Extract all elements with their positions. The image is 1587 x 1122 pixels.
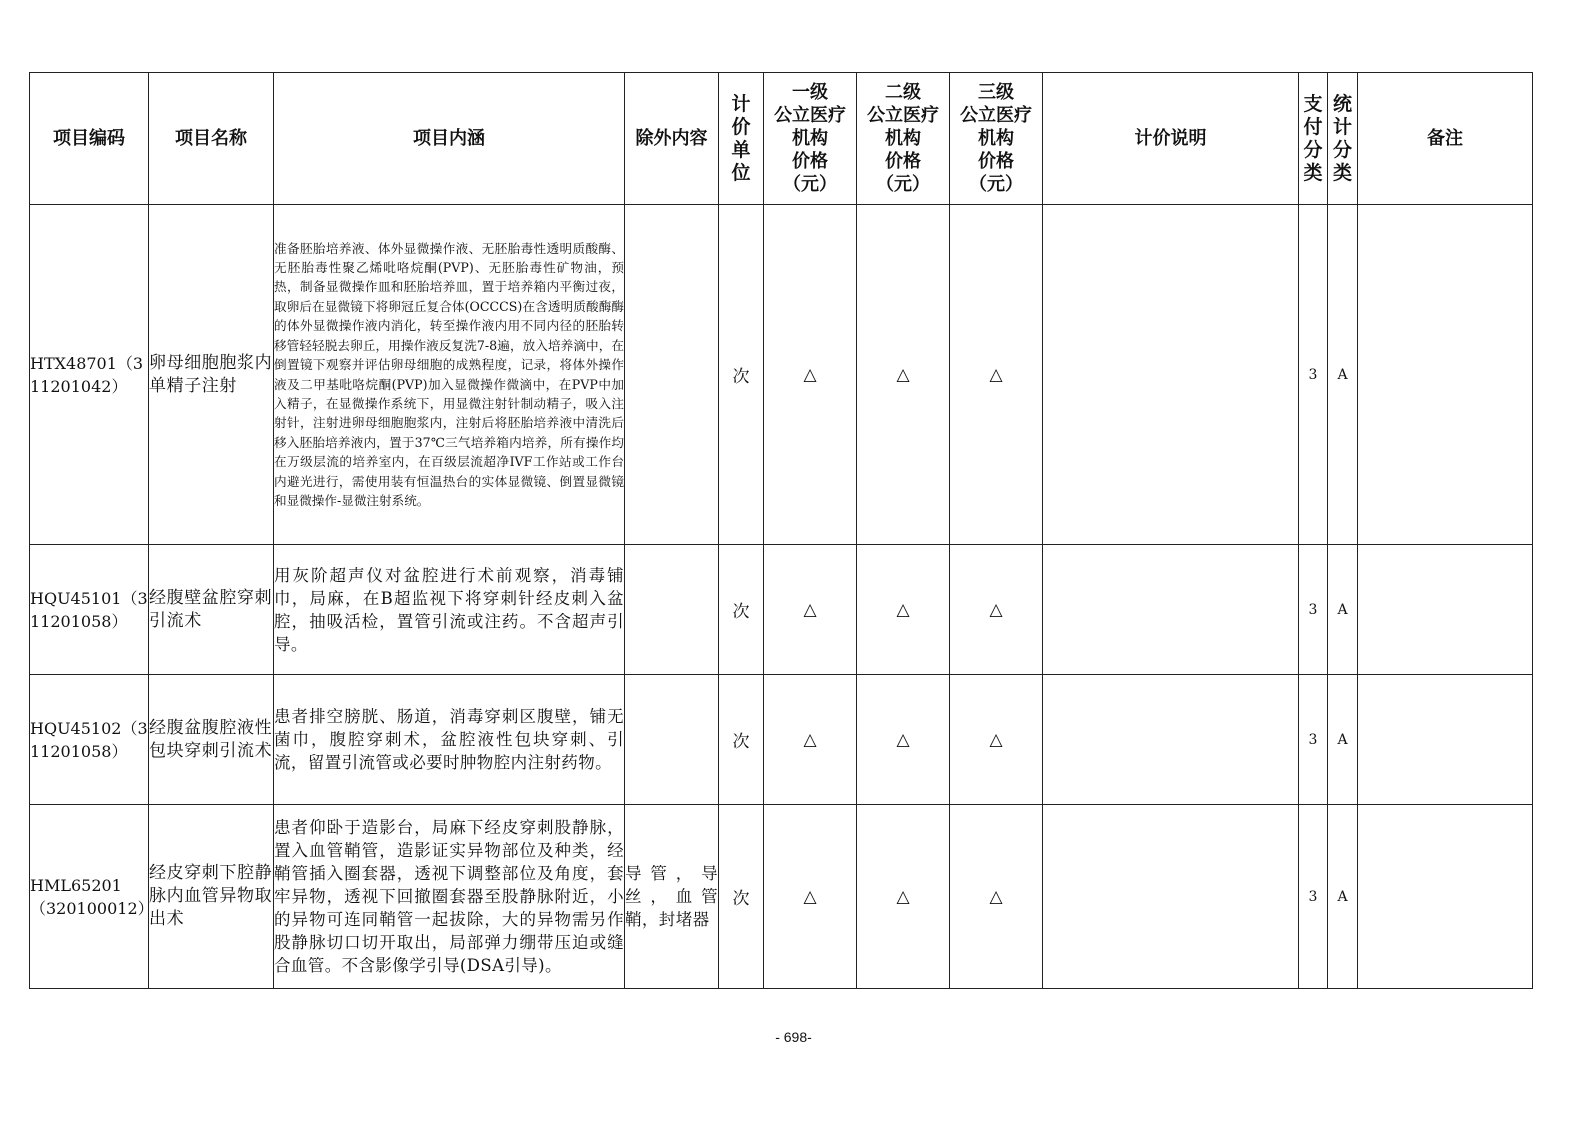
header-pay: 支付分类 bbox=[1299, 73, 1328, 205]
item-content: 患者排空膀胱、肠道，消毒穿刺区腹壁，铺无菌巾，腹腔穿刺术，盆腔液性包块穿刺、引流，留置引流管或必要时肿物腔内注射药物。 bbox=[274, 675, 625, 805]
item-stat-class: A bbox=[1328, 545, 1358, 675]
item-pay-class: 3 bbox=[1299, 205, 1328, 545]
header-remark: 备注 bbox=[1358, 73, 1533, 205]
item-price-level1: △ bbox=[764, 675, 857, 805]
item-pay-class: 3 bbox=[1299, 545, 1328, 675]
item-content: 患者仰卧于造影台，局麻下经皮穿刺股静脉，置入血管鞘管，造影证实异物部位及种类，经鞘管插入圈套器，透视下调整部位及角度，套牢异物，透视下回撤圈套器至股静脉附近，小的异物可连同鞘管一起拔除，大的异物需另作股静脉切口切开取出，局部弹力绷带压迫或缝合血管。不含影像学引导(DSA引导)。 bbox=[274, 805, 625, 989]
item-exclude bbox=[625, 205, 719, 545]
item-price-level1: △ bbox=[764, 805, 857, 989]
header-content: 项目内涵 bbox=[274, 73, 625, 205]
item-exclude bbox=[625, 545, 719, 675]
table-row bbox=[30, 205, 1533, 545]
table-row bbox=[30, 675, 1533, 805]
item-pay-class: 3 bbox=[1299, 675, 1328, 805]
item-price-level2: △ bbox=[857, 675, 950, 805]
item-explain bbox=[1043, 205, 1299, 545]
item-explain bbox=[1043, 805, 1299, 989]
item-price-level3: △ bbox=[950, 545, 1043, 675]
header-code: 项目编码 bbox=[30, 73, 149, 205]
item-code: HML65201（320100012） bbox=[30, 805, 149, 989]
header-explain: 计价说明 bbox=[1043, 73, 1299, 205]
item-stat-class: A bbox=[1328, 805, 1358, 989]
item-unit: 次 bbox=[719, 675, 764, 805]
header-name: 项目名称 bbox=[149, 73, 274, 205]
item-price-level2: △ bbox=[857, 205, 950, 545]
item-exclude: 导管，导丝，血管鞘，封堵器 bbox=[625, 805, 719, 989]
item-remark bbox=[1358, 545, 1533, 675]
table-row bbox=[30, 545, 1533, 675]
item-stat-class: A bbox=[1328, 675, 1358, 805]
item-price-level2: △ bbox=[857, 545, 950, 675]
item-code: HTX48701（311201042） bbox=[30, 205, 149, 545]
item-unit: 次 bbox=[719, 205, 764, 545]
item-pay-class: 3 bbox=[1299, 805, 1328, 989]
item-price-level1: △ bbox=[764, 205, 857, 545]
item-price-level3: △ bbox=[950, 675, 1043, 805]
item-code: HQU45101（311201058） bbox=[30, 545, 149, 675]
header-level2-price: 二级 公立医疗 机构 价格 （元） bbox=[857, 73, 950, 205]
item-remark bbox=[1358, 205, 1533, 545]
header-unit: 计价单位 bbox=[719, 73, 764, 205]
item-price-level3: △ bbox=[950, 805, 1043, 989]
item-name: 经腹盆腹腔液性包块穿刺引流术 bbox=[149, 675, 274, 805]
item-name: 经皮穿刺下腔静脉内血管异物取出术 bbox=[149, 805, 274, 989]
header-exclude: 除外内容 bbox=[625, 73, 719, 205]
item-stat-class: A bbox=[1328, 205, 1358, 545]
item-explain bbox=[1043, 545, 1299, 675]
item-price-level2: △ bbox=[857, 805, 950, 989]
item-content: 准备胚胎培养液、体外显微操作液、无胚胎毒性透明质酸酶、无胚胎毒性聚乙烯吡咯烷酮(PVP)、无胚胎毒性矿物油，预热，制备显微操作皿和胚胎培养皿，置于培养箱内平衡过夜，取卵后在显微镜下将卵冠丘复合体(OCCCS)在含透明质酸酶酶的体外显微操作液内消化，转至操作液内用不同内径的胚胎转移管轻轻脱去卵丘，用操作液反复洗7-8遍，放入培养滴中，在倒置镜下观察并评估卵母细胞的成熟程度，记录，将体外操作液及二甲基吡咯烷酮(PVP)加入显微操作微滴中，在PVP中加入精子，在显微操作系统下，用显微注射针制动精子，吸入注射针，注射进卵母细胞胞浆内，注射后将胚胎培养液中清洗后移入胚胎培养液内，置于37℃三气培养箱内培养，所有操作均在万级层流的培养室内，在百级层流超净IVF工作站或工作台内避光进行，需使用装有恒温热台的实体显微镜、倒置显微镜和显微操作-显微注射系统。 bbox=[274, 205, 625, 545]
page-number: - 698- bbox=[775, 1029, 812, 1045]
price-table bbox=[29, 72, 1533, 989]
item-price-level1: △ bbox=[764, 545, 857, 675]
item-name: 经腹壁盆腔穿刺引流术 bbox=[149, 545, 274, 675]
item-explain bbox=[1043, 675, 1299, 805]
header-level3-price: 三级 公立医疗 机构 价格 （元） bbox=[950, 73, 1043, 205]
item-unit: 次 bbox=[719, 805, 764, 989]
item-price-level3: △ bbox=[950, 205, 1043, 545]
header-stat: 统计分类 bbox=[1328, 73, 1358, 205]
item-remark bbox=[1358, 805, 1533, 989]
header-level1-price: 一级 公立医疗 机构 价格 （元） bbox=[764, 73, 857, 205]
item-remark bbox=[1358, 675, 1533, 805]
item-exclude bbox=[625, 675, 719, 805]
item-code: HQU45102（311201058） bbox=[30, 675, 149, 805]
item-unit: 次 bbox=[719, 545, 764, 675]
item-name: 卵母细胞胞浆内单精子注射 bbox=[149, 205, 274, 545]
table-row bbox=[30, 805, 1533, 989]
item-content: 用灰阶超声仪对盆腔进行术前观察，消毒铺巾，局麻，在B超监视下将穿刺针经皮刺入盆腔，抽吸活检，置管引流或注药。不含超声引导。 bbox=[274, 545, 625, 675]
header-row bbox=[30, 73, 1533, 205]
